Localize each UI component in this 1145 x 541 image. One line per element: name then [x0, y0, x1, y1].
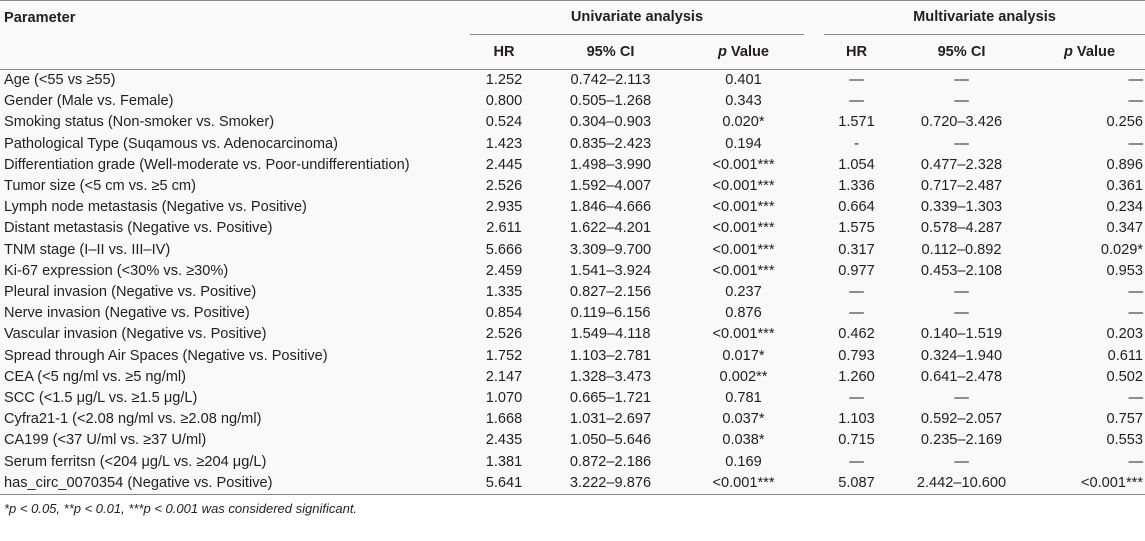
cell-spacer: [804, 197, 824, 218]
cell-spacer: [804, 91, 824, 112]
table-row: [0, 388, 1145, 409]
header-u-hr: HR: [470, 35, 538, 70]
cell-parameter: has_circ_0070354 (Negative vs. Positive): [0, 473, 470, 495]
header-multivariate: [824, 1, 1145, 36]
header-multivariate-label: Multivariate analysis: [824, 9, 1145, 35]
cell-multivariate-p: 0.029*: [1100, 241, 1144, 258]
cell-spacer: [804, 218, 824, 239]
cell-univariate-p: 0.037*: [722, 411, 765, 428]
cell-multivariate-p: 0.553: [1106, 432, 1144, 449]
cell-parameter: SCC (<1.5 μg/L vs. ≥1.5 μg/L): [4, 390, 198, 407]
cell-spacer: [804, 346, 824, 367]
cell-multivariate-ci: —: [954, 135, 969, 152]
cell-univariate-ci: 3.309–9.700: [569, 241, 652, 258]
cell-parameter: Serum ferritsn (<204 μg/L vs. ≥204 μg/L): [4, 453, 267, 470]
table-row: [0, 367, 1145, 388]
cell-spacer: [804, 134, 824, 155]
cell-univariate-p: 0.038*: [722, 432, 765, 449]
cell-multivariate-hr: 0.317: [838, 241, 875, 258]
cell-univariate-ci: 0.872–2.186: [569, 453, 652, 470]
cell-parameter: Vascular invasion (Negative vs. Positive): [4, 326, 267, 343]
table-row: [0, 452, 1145, 473]
table-row: [0, 197, 1145, 218]
cell-multivariate-p: —: [1128, 453, 1144, 470]
cell-parameter: Lymph node metastasis (Negative vs. Positive): [4, 199, 307, 216]
cell-spacer: [804, 176, 824, 197]
cell-multivariate-p: <0.001***: [1034, 473, 1145, 495]
cell-multivariate-ci: 0.592–2.057: [920, 411, 1003, 428]
cell-multivariate-p: —: [1128, 93, 1144, 110]
cell-multivariate-ci: —: [954, 453, 969, 470]
cell-univariate-p: 0.169: [725, 453, 762, 470]
cell-multivariate-hr: —: [849, 72, 864, 88]
cell-univariate-p: <0.001***: [712, 199, 775, 216]
cell-multivariate-hr: 0.793: [838, 347, 875, 364]
header-univariate-label: Univariate analysis: [470, 9, 804, 35]
cell-univariate-p: <0.001***: [712, 220, 775, 237]
cell-multivariate-hr: —: [849, 453, 864, 470]
cell-parameter: CA199 (<37 U/ml vs. ≥37 U/ml): [4, 432, 207, 449]
cell-univariate-ci: 1.498–3.990: [569, 156, 652, 173]
table-row: [0, 91, 1145, 112]
cell-spacer: [804, 240, 824, 261]
cell-multivariate-ci: 0.112–0.892: [921, 241, 1002, 258]
cell-univariate-hr: 2.526: [485, 326, 523, 343]
cell-univariate-ci: 1.103–2.781: [569, 347, 652, 364]
cell-univariate-p: 0.020*: [722, 114, 765, 131]
cell-parameter: Pathological Type (Suqamous vs. Adenocarcinoma): [4, 135, 338, 152]
header-univariate: [470, 1, 804, 36]
cell-univariate-hr: 1.423: [485, 135, 523, 152]
cell-univariate-hr: 1.252: [485, 72, 523, 88]
cell-multivariate-hr: 1.260: [838, 368, 875, 385]
cell-univariate-p: <0.001***: [712, 178, 775, 195]
cell-multivariate-hr: 5.087: [824, 473, 889, 495]
cell-multivariate-p: 0.256: [1106, 114, 1144, 131]
cell-univariate-p: 0.781: [725, 390, 762, 407]
header-parameter: Parameter: [0, 1, 470, 36]
header-u-p: [683, 35, 804, 70]
cell-multivariate-ci: 0.140–1.519: [920, 326, 1003, 343]
cell-multivariate-ci: 0.324–1.940: [920, 347, 1003, 364]
cell-univariate-p: <0.001***: [712, 326, 775, 343]
cell-parameter: Spread through Air Spaces (Negative vs. Positive): [4, 347, 328, 364]
cell-multivariate-p: —: [1128, 305, 1144, 322]
cell-multivariate-p: 0.953: [1106, 262, 1144, 279]
cell-univariate-p: <0.001***: [712, 241, 775, 258]
cell-univariate-hr: 2.611: [486, 220, 522, 237]
cell-univariate-ci: 0.835–2.423: [569, 135, 652, 152]
cell-univariate-hr: 1.752: [485, 347, 523, 364]
table-row: [0, 430, 1145, 451]
cell-multivariate-ci: 0.720–3.426: [920, 114, 1003, 131]
cell-univariate-p: <0.001***: [683, 473, 804, 495]
cell-spacer: [804, 282, 824, 303]
cell-parameter: Distant metastasis (Negative vs. Positive): [4, 220, 273, 237]
cell-univariate-hr: 2.445: [485, 156, 523, 173]
cell-univariate-ci: 0.665–1.721: [569, 390, 652, 407]
cell-parameter: Age (<55 vs ≥55): [4, 72, 116, 88]
cell-multivariate-hr: 0.664: [838, 199, 875, 216]
cell-univariate-hr: 2.935: [485, 199, 523, 216]
cell-multivariate-p: 0.347: [1106, 220, 1144, 237]
cell-univariate-p: 0.343: [725, 93, 762, 110]
cell-parameter: Differentiation grade (Well-moderate vs. Poor-undifferentiation): [4, 156, 410, 173]
cell-univariate-hr: 1.335: [485, 284, 523, 301]
table-row: [0, 346, 1145, 367]
cell-univariate-hr: 1.668: [485, 411, 523, 428]
cell-multivariate-p: 0.234: [1106, 199, 1144, 216]
cell-univariate-p: 0.237: [725, 284, 762, 301]
cell-multivariate-ci: —: [954, 284, 969, 301]
cell-spacer: [804, 324, 824, 345]
cell-univariate-hr: 2.459: [485, 262, 523, 279]
cell-parameter: CEA (<5 ng/ml vs. ≥5 ng/ml): [4, 368, 186, 385]
cell-multivariate-p: —: [1128, 135, 1144, 152]
cell-multivariate-ci: 0.717–2.487: [920, 178, 1003, 195]
cell-univariate-p: 0.002**: [719, 368, 768, 385]
cell-multivariate-ci: —: [954, 390, 969, 407]
cell-univariate-ci: 1.592–4.007: [569, 178, 652, 195]
table-row: [0, 134, 1145, 155]
cell-multivariate-p: —: [1128, 284, 1144, 301]
cell-multivariate-p: —: [1128, 72, 1144, 88]
table-row: [0, 409, 1145, 430]
header-spacer-2: [804, 35, 824, 70]
cell-univariate-ci: 1.541–3.924: [569, 262, 652, 279]
header-m-ci: 95% CI: [889, 35, 1034, 70]
cell-multivariate-p: 0.757: [1106, 411, 1144, 428]
cell-univariate-p: 0.194: [725, 135, 762, 152]
cell-multivariate-p: 0.611: [1107, 347, 1144, 364]
cell-spacer: [804, 430, 824, 451]
cell-univariate-p: 0.401: [725, 72, 762, 88]
table-row: [0, 112, 1145, 133]
table-row: [0, 218, 1145, 239]
header-m-hr: HR: [824, 35, 889, 70]
cell-univariate-ci: 1.050–5.646: [569, 432, 652, 449]
table-row: [0, 176, 1145, 197]
header-row-groups: [0, 1, 1145, 36]
cell-multivariate-hr: 1.575: [838, 220, 875, 237]
cell-univariate-p: 0.017*: [722, 347, 765, 364]
cell-multivariate-hr: —: [849, 284, 864, 301]
cell-multivariate-hr: —: [849, 390, 864, 407]
header-m-p-italic: p: [1063, 44, 1073, 60]
cell-multivariate-hr: 0.462: [838, 326, 875, 343]
cell-univariate-hr: 2.435: [485, 432, 523, 449]
cell-univariate-hr: 5.666: [485, 241, 523, 258]
cell-spacer: [804, 473, 824, 495]
cell-spacer: [804, 70, 824, 92]
cell-spacer: [804, 452, 824, 473]
cell-spacer: [804, 303, 824, 324]
cell-multivariate-ci: —: [954, 93, 969, 110]
cell-univariate-hr: 2.147: [485, 368, 523, 385]
header-u-p-italic: p: [717, 44, 727, 60]
cell-parameter: Ki-67 expression (<30% vs. ≥30%): [4, 262, 229, 279]
header-row-columns: [0, 35, 1145, 70]
table-row: [0, 261, 1145, 282]
cell-multivariate-ci: 0.641–2.478: [920, 368, 1003, 385]
table-row: [0, 473, 1145, 495]
cell-univariate-ci: 3.222–9.876: [538, 473, 683, 495]
header-empty: [0, 35, 470, 70]
cell-univariate-ci: 0.119–6.156: [570, 305, 651, 322]
cell-univariate-ci: 1.328–3.473: [569, 368, 652, 385]
cell-parameter: Cyfra21-1 (<2.08 ng/ml vs. ≥2.08 ng/ml): [4, 411, 262, 428]
cell-multivariate-p: 0.896: [1106, 156, 1144, 173]
table-row: [0, 240, 1145, 261]
cell-multivariate-ci: 0.477–2.328: [920, 156, 1003, 173]
table-row: [0, 324, 1145, 345]
cell-multivariate-ci: —: [954, 305, 969, 322]
header-m-p-rest: Value: [1072, 44, 1116, 60]
cell-spacer: [804, 409, 824, 430]
cell-multivariate-hr: 1.054: [838, 156, 875, 173]
table-row: [0, 303, 1145, 324]
table-row: [0, 282, 1145, 303]
cell-parameter: Nerve invasion (Negative vs. Positive): [4, 305, 250, 322]
table-footnote: *p < 0.05, **p < 0.01, ***p < 0.001 was considered significant.: [4, 501, 358, 517]
cell-multivariate-hr: 1.571: [838, 114, 875, 131]
cell-spacer: [804, 367, 824, 388]
cell-univariate-ci: 1.549–4.118: [570, 326, 651, 343]
cell-parameter: Gender (Male vs. Female): [4, 93, 174, 110]
cell-univariate-ci: 1.622–4.201: [569, 220, 652, 237]
cell-spacer: [804, 388, 824, 409]
header-u-ci: 95% CI: [538, 35, 683, 70]
cell-univariate-p: <0.001***: [712, 262, 775, 279]
table-row: [0, 155, 1145, 176]
table-body: [0, 70, 1145, 495]
cell-univariate-p: <0.001***: [712, 156, 775, 173]
cell-spacer: [804, 155, 824, 176]
cell-multivariate-p: —: [1128, 390, 1144, 407]
cell-univariate-hr: 1.070: [485, 390, 523, 407]
cell-spacer: [804, 112, 824, 133]
cell-univariate-ci: 0.742–2.113: [570, 72, 651, 88]
cell-univariate-hr: 0.524: [485, 114, 523, 131]
header-u-p-rest: Value: [726, 44, 770, 60]
header-m-p: [1034, 35, 1145, 70]
cell-multivariate-hr: —: [849, 305, 864, 322]
header-spacer: [804, 1, 824, 36]
cell-univariate-ci: 1.846–4.666: [569, 199, 652, 216]
cell-univariate-ci: 0.827–2.156: [569, 284, 652, 301]
cell-parameter: Tumor size (<5 cm vs. ≥5 cm): [4, 178, 196, 195]
cell-multivariate-p: 0.203: [1106, 326, 1144, 343]
cell-univariate-hr: 1.381: [485, 453, 523, 470]
cell-univariate-ci: 0.505–1.268: [569, 93, 652, 110]
cell-multivariate-ci: 0.453–2.108: [920, 262, 1003, 279]
cell-multivariate-hr: 0.977: [838, 262, 875, 279]
cell-univariate-hr: 5.641: [470, 473, 538, 495]
cell-multivariate-hr: 1.103: [838, 411, 875, 428]
cell-parameter: Smoking status (Non-smoker vs. Smoker): [4, 114, 275, 131]
cell-multivariate-p: 0.502: [1106, 368, 1144, 385]
cell-multivariate-p: 0.361: [1106, 178, 1144, 195]
cell-multivariate-ci: 2.442–10.600: [889, 473, 1034, 495]
cell-parameter: TNM stage (I–II vs. III–IV): [4, 241, 171, 258]
cell-univariate-p: 0.876: [725, 305, 762, 322]
cell-univariate-ci: 0.304–0.903: [569, 114, 652, 131]
cell-univariate-ci: 1.031–2.697: [569, 411, 652, 428]
cell-multivariate-ci: 0.578–4.287: [920, 220, 1003, 237]
cell-multivariate-ci: —: [954, 72, 969, 88]
cell-multivariate-hr: 1.336: [838, 178, 875, 195]
cell-multivariate-hr: 0.715: [838, 432, 875, 449]
table-row: [0, 70, 1145, 92]
cell-univariate-hr: 0.854: [485, 305, 523, 322]
cell-multivariate-ci: 0.235–2.169: [920, 432, 1003, 449]
cell-multivariate-hr: —: [849, 93, 864, 110]
cell-multivariate-hr: -: [854, 135, 859, 152]
cell-univariate-hr: 2.526: [485, 178, 523, 195]
cell-multivariate-ci: 0.339–1.303: [920, 199, 1003, 216]
cell-univariate-hr: 0.800: [485, 93, 523, 110]
cell-parameter: Pleural invasion (Negative vs. Positive): [4, 284, 257, 301]
cell-spacer: [804, 261, 824, 282]
